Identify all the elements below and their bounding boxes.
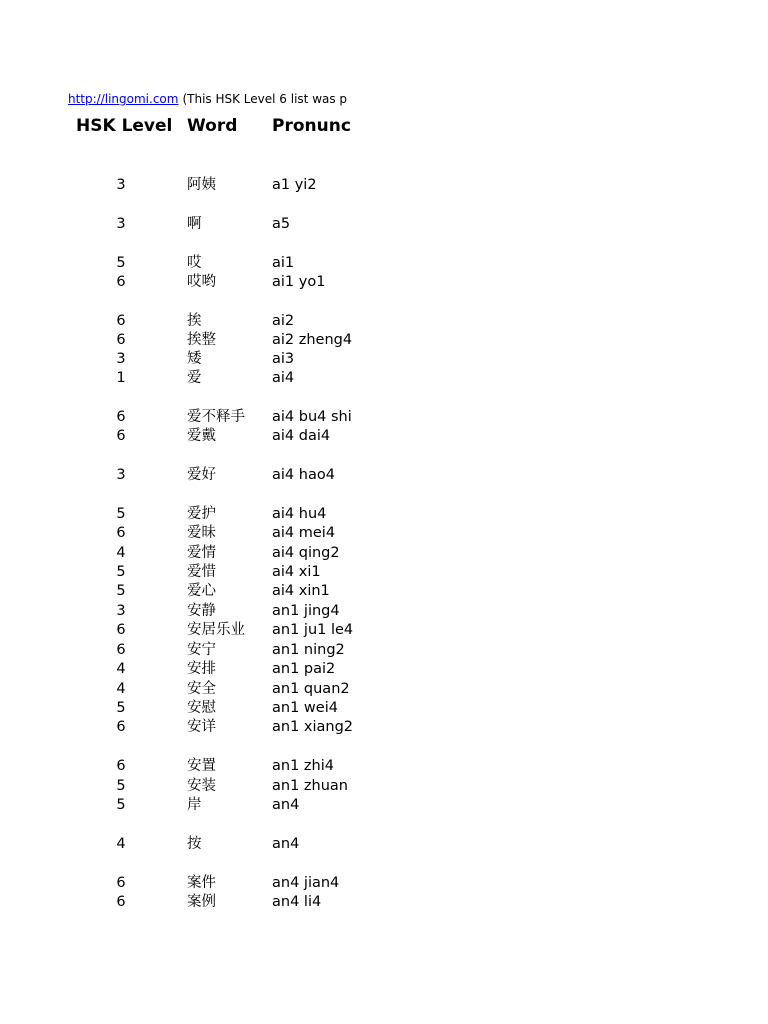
cell-pronunciation: ai4 xin1 bbox=[272, 583, 330, 599]
cell-pronunciation: ai1 yo1 bbox=[272, 274, 326, 290]
cell-level: 6 bbox=[116, 894, 126, 910]
cell-word: 安全 bbox=[187, 681, 216, 697]
cell-level: 3 bbox=[116, 177, 126, 193]
cell-pronunciation: ai4 bbox=[272, 370, 295, 386]
cell-pronunciation: ai4 hao4 bbox=[272, 467, 335, 483]
cell-level: 6 bbox=[116, 313, 126, 329]
source-link[interactable]: http://lingomi.com bbox=[68, 92, 179, 106]
cell-word: 案例 bbox=[187, 894, 216, 910]
cell-pronunciation: an4 bbox=[272, 797, 300, 813]
table-row bbox=[66, 835, 356, 854]
cell-word: 安居乐业 bbox=[187, 622, 245, 638]
cell-level: 5 bbox=[116, 797, 126, 813]
cell-level: 6 bbox=[116, 428, 126, 444]
cell-pronunciation: an1 ning2 bbox=[272, 642, 345, 658]
cell-word: 爱惜 bbox=[187, 564, 216, 580]
cell-word: 安排 bbox=[187, 661, 216, 677]
cell-word: 按 bbox=[187, 836, 202, 852]
cell-word: 安装 bbox=[187, 778, 216, 794]
table-row bbox=[66, 505, 356, 524]
header-pronunciation: Pronunc bbox=[272, 116, 351, 136]
cell-pronunciation: a5 bbox=[272, 216, 291, 232]
cell-word: 爱 bbox=[187, 370, 202, 386]
cell-pronunciation: ai4 xi1 bbox=[272, 564, 321, 580]
cell-word: 安宁 bbox=[187, 642, 216, 658]
table-row bbox=[66, 893, 356, 912]
table-row bbox=[66, 777, 356, 796]
cell-pronunciation: an1 wei4 bbox=[272, 700, 338, 716]
cell-level: 3 bbox=[116, 351, 126, 367]
table-row bbox=[66, 350, 356, 369]
table-row bbox=[66, 757, 356, 776]
table-row bbox=[66, 621, 356, 640]
cell-level: 3 bbox=[116, 216, 126, 232]
cell-pronunciation: an1 zhi4 bbox=[272, 758, 334, 774]
cell-pronunciation: an4 jian4 bbox=[272, 875, 340, 891]
cell-word: 安详 bbox=[187, 719, 216, 735]
cell-word: 安置 bbox=[187, 758, 216, 774]
table-row bbox=[66, 796, 356, 815]
cell-pronunciation: ai4 mei4 bbox=[272, 525, 336, 541]
table-row bbox=[66, 369, 356, 388]
cell-level: 5 bbox=[116, 564, 126, 580]
cell-word: 爱好 bbox=[187, 467, 216, 483]
cell-pronunciation: an1 pai2 bbox=[272, 661, 336, 677]
cell-pronunciation: an1 jing4 bbox=[272, 603, 340, 619]
cell-level: 6 bbox=[116, 274, 126, 290]
cell-word: 爱戴 bbox=[187, 428, 216, 444]
table-row bbox=[66, 254, 356, 273]
table-row bbox=[66, 408, 356, 427]
cell-word: 爱情 bbox=[187, 545, 216, 561]
cell-pronunciation: an4 li4 bbox=[272, 894, 322, 910]
cell-pronunciation: an1 quan2 bbox=[272, 681, 350, 697]
cell-pronunciation: an1 zhuan bbox=[272, 778, 348, 794]
cell-pronunciation: a1 yi2 bbox=[272, 177, 317, 193]
cell-word: 岸 bbox=[187, 797, 202, 813]
table-row bbox=[66, 582, 356, 601]
cell-word: 阿姨 bbox=[187, 177, 216, 193]
cell-level: 5 bbox=[116, 506, 126, 522]
header-word: Word bbox=[187, 116, 238, 136]
table-row bbox=[66, 215, 356, 234]
table-row bbox=[66, 602, 356, 621]
table-row bbox=[66, 176, 356, 195]
cell-word: 安静 bbox=[187, 603, 216, 619]
cell-word: 哎哟 bbox=[187, 274, 216, 290]
cell-pronunciation: ai2 zheng4 bbox=[272, 332, 353, 348]
table-row bbox=[66, 874, 356, 893]
cell-word: 啊 bbox=[187, 216, 202, 232]
cell-level: 5 bbox=[116, 778, 126, 794]
table-row bbox=[66, 331, 356, 350]
cell-level: 6 bbox=[116, 758, 126, 774]
table-row bbox=[66, 544, 356, 563]
header-hsk-level: HSK Level bbox=[76, 116, 173, 136]
table-row bbox=[66, 641, 356, 660]
cell-pronunciation: ai4 hu4 bbox=[272, 506, 327, 522]
cell-level: 5 bbox=[116, 255, 126, 271]
cell-level: 6 bbox=[116, 622, 126, 638]
table-row bbox=[66, 427, 356, 446]
cell-pronunciation: ai4 qing2 bbox=[272, 545, 340, 561]
cell-pronunciation: ai1 bbox=[272, 255, 295, 271]
cell-pronunciation: ai4 bu4 shi bbox=[272, 409, 352, 425]
cell-level: 4 bbox=[116, 661, 126, 677]
source-note: (This HSK Level 6 list was p bbox=[182, 92, 348, 106]
cell-word: 爱心 bbox=[187, 583, 216, 599]
cell-level: 6 bbox=[116, 525, 126, 541]
cell-word: 爱不释手 bbox=[187, 409, 245, 425]
cell-level: 6 bbox=[116, 409, 126, 425]
cell-pronunciation: ai4 dai4 bbox=[272, 428, 331, 444]
cell-level: 3 bbox=[116, 467, 126, 483]
table-row bbox=[66, 273, 356, 292]
cell-pronunciation: an4 bbox=[272, 836, 300, 852]
table-row bbox=[66, 660, 356, 679]
cell-pronunciation: ai2 bbox=[272, 313, 295, 329]
cell-word: 案件 bbox=[187, 875, 216, 891]
cell-level: 4 bbox=[116, 681, 126, 697]
table-row bbox=[66, 563, 356, 582]
column-header-row bbox=[66, 116, 356, 138]
table-row bbox=[66, 680, 356, 699]
word-list-region bbox=[66, 88, 356, 928]
cell-level: 4 bbox=[116, 545, 126, 561]
source-line bbox=[68, 91, 347, 107]
cell-word: 挨整 bbox=[187, 332, 216, 348]
cell-level: 6 bbox=[116, 875, 126, 891]
cell-level: 3 bbox=[116, 603, 126, 619]
cell-level: 4 bbox=[116, 836, 126, 852]
cell-word: 爱护 bbox=[187, 506, 216, 522]
cell-word: 挨 bbox=[187, 313, 202, 329]
cell-pronunciation: an1 ju1 le4 bbox=[272, 622, 354, 638]
cell-word: 哎 bbox=[187, 255, 202, 271]
cell-pronunciation: ai3 bbox=[272, 351, 295, 367]
table-row bbox=[66, 524, 356, 543]
table-row bbox=[66, 466, 356, 485]
cell-level: 6 bbox=[116, 719, 126, 735]
cell-level: 5 bbox=[116, 700, 126, 716]
cell-level: 6 bbox=[116, 642, 126, 658]
cell-pronunciation: an1 xiang2 bbox=[272, 719, 354, 735]
cell-level: 5 bbox=[116, 583, 126, 599]
table-row bbox=[66, 312, 356, 331]
cell-word: 矮 bbox=[187, 351, 202, 367]
table-row bbox=[66, 699, 356, 718]
cell-word: 安慰 bbox=[187, 700, 216, 716]
cell-word: 爱昧 bbox=[187, 525, 216, 541]
cell-level: 6 bbox=[116, 332, 126, 348]
table-row bbox=[66, 718, 356, 737]
cell-level: 1 bbox=[116, 370, 126, 386]
